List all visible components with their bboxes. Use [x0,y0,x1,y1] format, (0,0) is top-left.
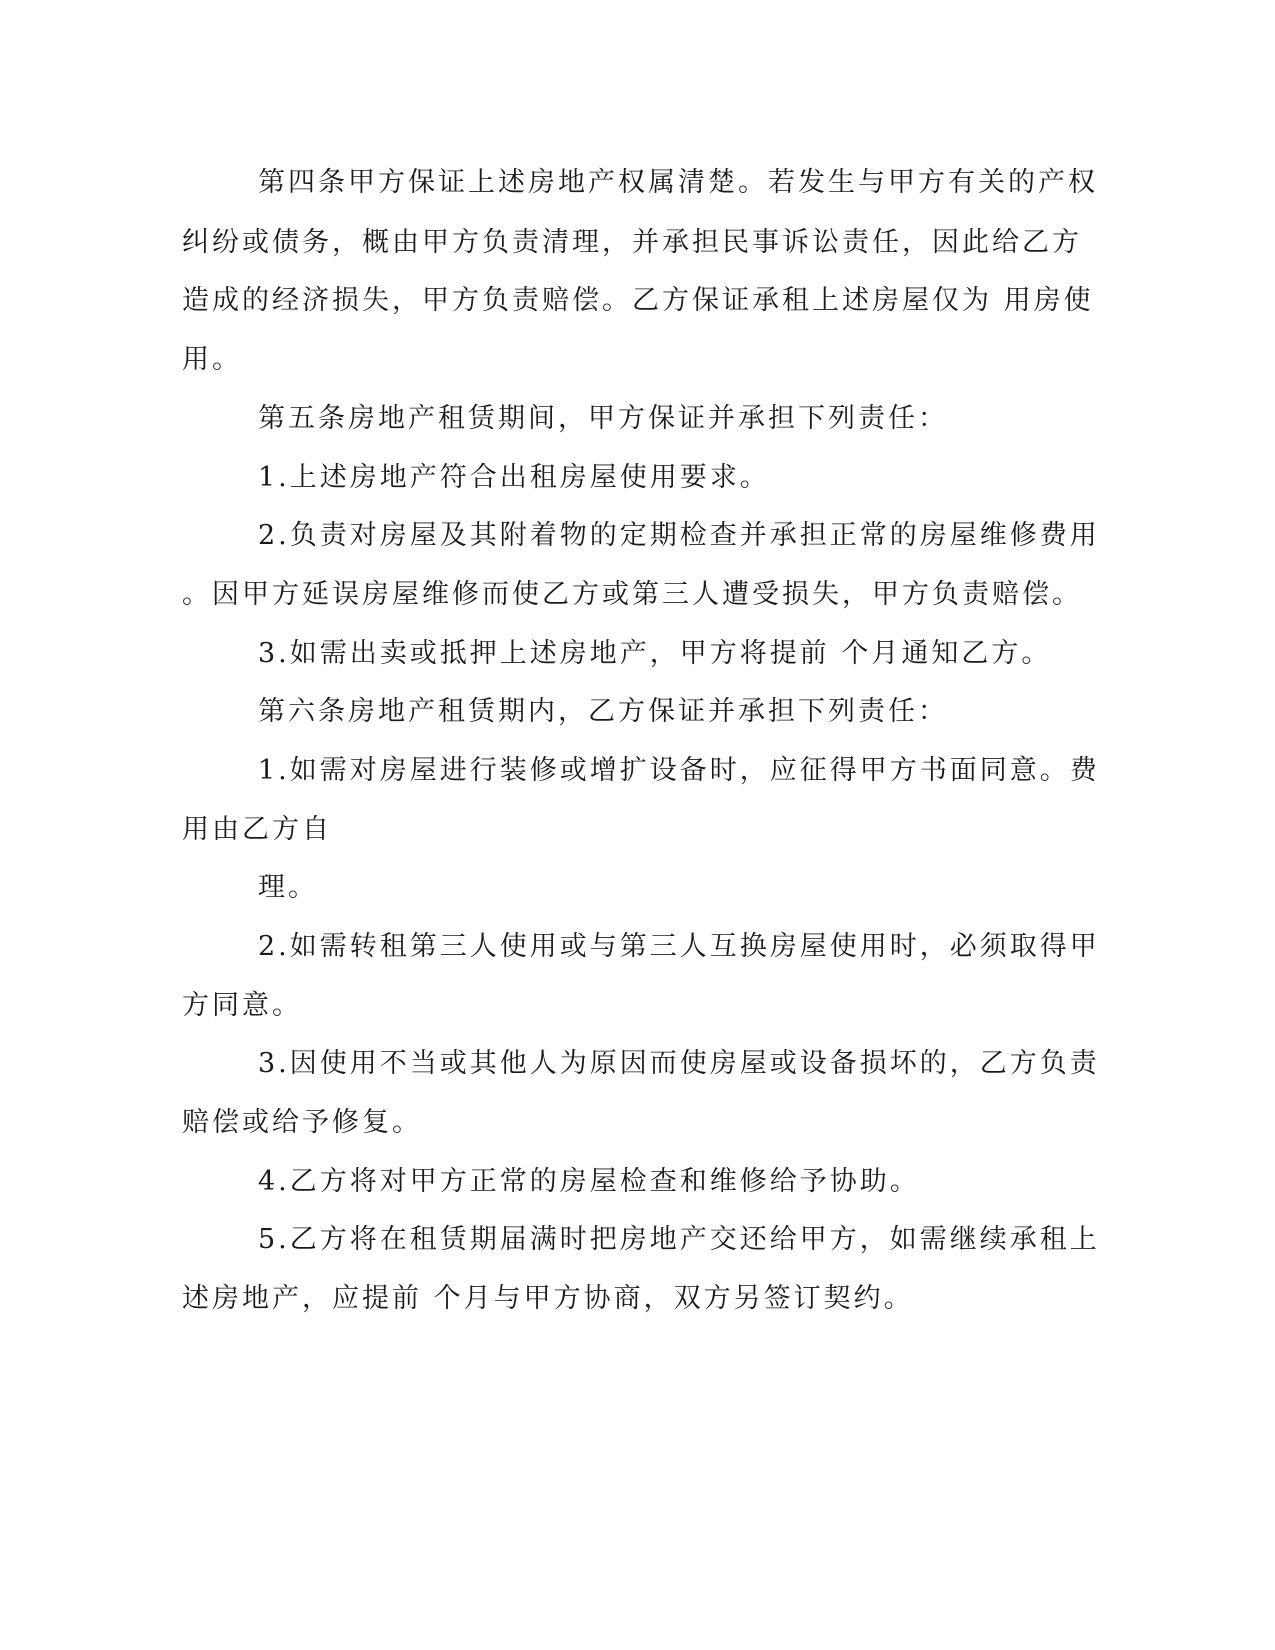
text-line: 纠纷或债务，概由甲方负责清理，并承担民事诉讼责任，因此给乙方 [182,227,1082,258]
text-line: 1.上述房地产符合出租房屋使用要求。 [258,462,770,493]
text-line: 3.如需出卖或抵押上述房地产，甲方将提前 个月通知乙方。 [258,638,1052,669]
text-line: 第五条房地产租赁期间，甲方保证并承担下列责任： [258,403,948,434]
text-line: 赔偿或给予修复。 [182,1107,422,1138]
text-line: 2.负责对房屋及其附着物的定期检查并承担正常的房屋维修费用 [258,520,1100,551]
text-line: 。因甲方延误房屋维修而使乙方或第三人遭受损失，甲方负责赔偿。 [182,579,1082,610]
text-line: 造成的经济损失，甲方负责赔偿。乙方保证承租上述房屋仅为 用房使 [182,285,1094,316]
text-line: 1.如需对房屋进行装修或增扩设备时，应征得甲方书面同意。费 [258,755,1100,786]
text-line: 4.乙方将对甲方正常的房屋检查和维修给予协助。 [258,1166,920,1197]
text-line: 第四条甲方保证上述房地产权属清楚。若发生与甲方有关的产权 [258,167,1098,198]
text-line: 用。 [182,344,242,375]
text-line: 2.如需转租第三人使用或与第三人互换房屋使用时，必须取得甲 [258,931,1100,962]
text-line: 方同意。 [182,990,302,1021]
text-line: 述房地产，应提前 个月与甲方协商，双方另签订契约。 [182,1283,914,1314]
text-line: 5.乙方将在租赁期届满时把房地产交还给甲方，如需继续承租上 [258,1224,1100,1255]
text-line: 用由乙方自 [182,814,332,845]
text-line: 第六条房地产租赁期内，乙方保证并承担下列责任： [258,696,948,727]
text-line: 理。 [258,872,318,903]
text-line: 3.因使用不当或其他人为原因而使房屋或设备损坏的，乙方负责 [258,1048,1100,1079]
